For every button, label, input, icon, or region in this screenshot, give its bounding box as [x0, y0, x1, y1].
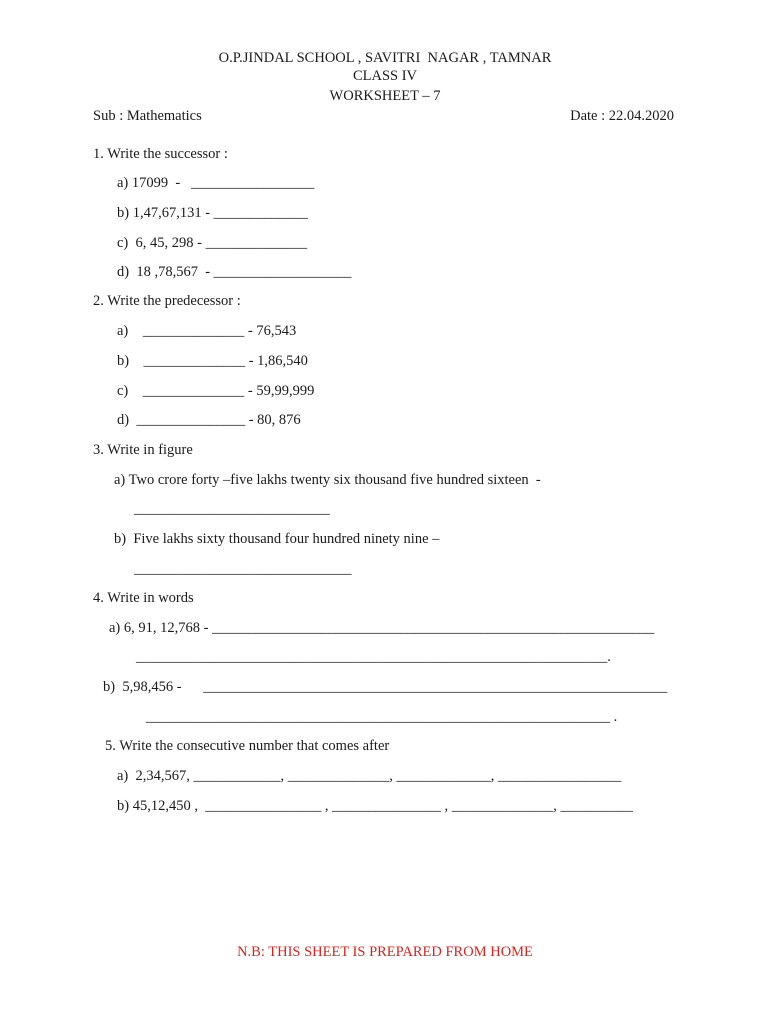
q2-item-d: d) _______________ - 80, 876: [117, 412, 301, 428]
q1-item-d: d) 18 ,78,567 - ___________________: [117, 264, 352, 280]
q4-item-a: a) 6, 91, 12,768 - _____________________________________________________________: [109, 620, 655, 636]
q5-item-b: b) 45,12,450 , ________________ , _______________ , ______________, __________: [117, 798, 633, 814]
q5-item-a: a) 2,34,567, ____________, ______________, _____________, _________________: [117, 768, 622, 784]
subject-label: Sub : Mathematics: [93, 108, 202, 124]
q3-item-b: b) Five lakhs sixty thousand four hundred ninety nine –: [114, 531, 440, 547]
q4-item-b-continuation: ________________________________________________________________ .: [146, 709, 618, 725]
q3-item-a: a) Two crore forty –five lakhs twenty six thousand five hundred sixteen -: [114, 472, 541, 488]
q2-item-c: c) ______________ - 59,99,999: [117, 383, 315, 399]
q5-title: 5. Write the consecutive number that comes after: [105, 738, 390, 754]
class-label: CLASS IV: [352, 68, 418, 84]
q2-item-a: a) ______________ - 76,543: [117, 323, 297, 339]
q4-title: 4. Write in words: [93, 590, 194, 606]
q3-item-b-blank: ______________________________: [134, 561, 352, 577]
date-label: Date : 22.04.2020: [570, 108, 674, 124]
q1-item-a: a) 17099 - _________________: [117, 175, 315, 191]
footer-note: N.B: THIS SHEET IS PREPARED FROM HOME: [237, 944, 533, 960]
worksheet-title: WORKSHEET – 7: [329, 88, 441, 104]
q3-item-a-blank: ___________________________: [134, 501, 330, 517]
q2-title: 2. Write the predecessor :: [93, 293, 241, 309]
q1-item-b: b) 1,47,67,131 - _____________: [117, 205, 308, 221]
q1-item-c: c) 6, 45, 298 - ______________: [117, 235, 308, 251]
q4-item-a-continuation: _________________________________________________________________.: [136, 649, 611, 665]
q4-item-b: b) 5,98,456 - ________________________________________________________________: [103, 679, 668, 695]
q2-item-b: b) ______________ - 1,86,540: [117, 353, 308, 369]
school-name: O.P.JINDAL SCHOOL , SAVITRI NAGAR , TAMNAR: [218, 50, 552, 66]
q3-title: 3. Write in figure: [93, 442, 193, 458]
q1-title: 1. Write the successor :: [93, 146, 228, 162]
